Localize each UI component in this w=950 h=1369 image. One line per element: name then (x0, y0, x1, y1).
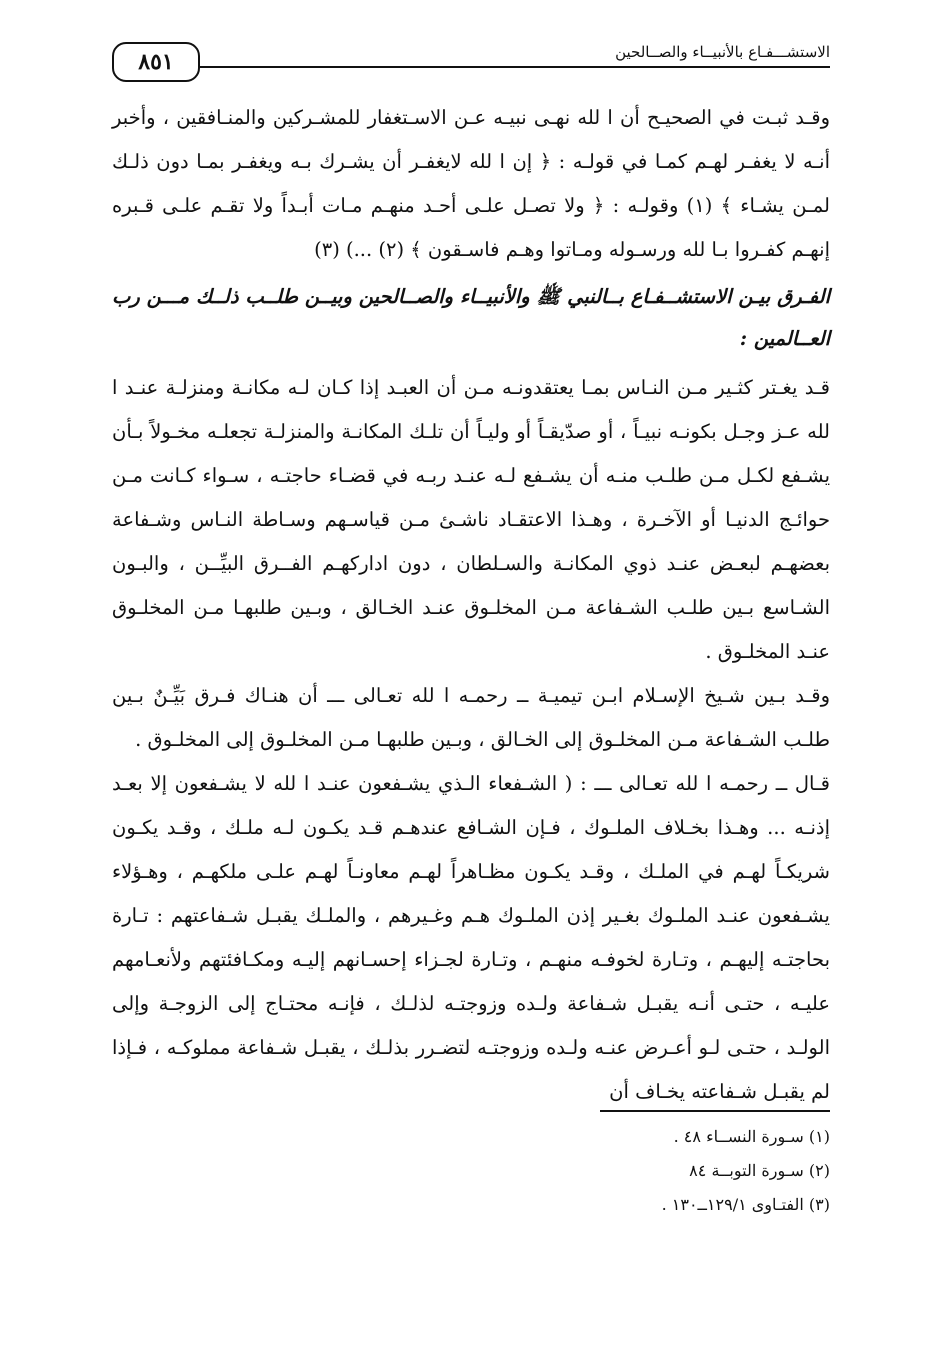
section-heading: الفـرق بيـن الاستشــفـاع بــالنبي ﷺ والأنبيــاء والصــالحين وبيــن طلــب ذلــك مـــن رب العــالمين : (112, 285, 830, 350)
footnotes (112, 1110, 830, 1222)
footnote-2: (٢) سـورة التوبــة ٨٤ (689, 1161, 830, 1180)
header-rule (198, 66, 830, 68)
running-title: الاستشـــفـاع بالأنبيــاء والصــالحين (607, 40, 830, 64)
footnote-rule (600, 1110, 830, 1112)
footnote-1: (١) سـورة النســاء ٤٨ . (673, 1127, 830, 1146)
paragraph-4: قـال ــ رحمـه ا لله تعـالى ـــ : ( الشـفعاء الـذي يشـفعون عنـد ا لله لا يشـفعون إلا بعـد إذنـه ... وهـذا بخـلاف الملـوك ، فـإن الشـافع عندهـم قـد يكـون لـه ملـك ، وقـد يكـون شريكـاً لهـم في الملـك ، وقـد يكـون مظـاهراً لهـم معاونـاً لهـم علـى ملكهـم ، وهـؤلاء يشـفعون عنـد الملـوك بغـير إذن الملـوك هـم وغـيرهم ، والملـك يقبـل شـفاعتهم : تـارة بحاجتـه إليهـم ، وتـارة لخوفـه منهـم ، وتـارة لجـزاء إحسـانهم إليـه ومكـافئتهم ولأنعـامهم عليـه ، حتـى أنـه يقبـل شـفاعة ولـده وزوجتـه لذلـك ، فإنـه محتـاج إلى الزوجـة وإلى الولـد ، حتـى لـو أعـرض عنـه ولـده وزوجتـه لتضـرر بذلـك ، يقبـل شـفاعة مملوكـه ، فـإذا لم يقبـل شـفاعته يخـاف أن (112, 772, 830, 1103)
main-text (112, 96, 830, 1114)
paragraph-2: قـد يغـتر كثـير مـن النـاس بمـا يعتقدونـه مـن أن العبـد إذا كـان لـه مكانـة ومنزلـة عنـد ا لله عـز وجـل بكونـه نبيـاً ، أو صدّيقـاً أو وليـاً أن تلـك المكانـة والمنزلـة تجعلـه مخـولاً بـأن يشـفع لكـل مـن طلـب منـه أن يشـفع لـه عنـد ربـه في قضـاء حاجتـه ، سـواء كـانت مـن حوائـج الدنيـا أو الآخـرة ، وهـذا الاعتقـاد ناشـئ مـن قياسـهم وسـاطة النـاس وشـفاعة بعضهـم لبعـض عنـد ذوي المكانـة والسـلطان ، دون اداركهـم الفــرق البيِّــن ، والبـون الشـاسع بـين طلـب الشـفاعة مـن المخلـوق عنـد الخـالق ، وبـين طلبهـا مـن المخلـوق عنـد المخلـوق . (112, 376, 830, 663)
paragraph-3: وقـد بـين شـيخ الإسـلام ابـن تيميـة ــ رحمـه ا لله تعـالى ـــ أن هنـاك فـرق بَيِّـنٌ بـين طلـب الشـفاعة مـن المخلـوق إلى الخـالق ، وبـين طلبهـا مـن المخلـوق إلى المخلـوق . (112, 684, 830, 751)
page-number: ٨٥١ (112, 42, 200, 82)
page-header (112, 40, 830, 84)
footnote-3: (٣) الفتـاوى ١٢٩/١ــ١٣٠ . (661, 1195, 830, 1214)
paragraph-1: وقـد ثبـت في الصحيـح أن ا لله نهـى نبيـه عـن الاسـتغفار للمشـركين والمنـافقين ، وأخبر أنـه لا يغفـر لهـم كمـا في قولـه : ﴿ إن ا لله لايغفـر أن يشـرك بـه ويغفـر بمـا دون ذلـك لمـن يشـاء ﴾ (١) وقولـه : ﴿ ولا تصـل علـى أحـد منهـم مـات أبـداً ولا تقـم علـى قـبره إنهـم كفـروا بـا لله ورسـوله ومـاتوا وهـم فاسـقون ﴾ (٢) ...) (٣) (112, 106, 830, 261)
